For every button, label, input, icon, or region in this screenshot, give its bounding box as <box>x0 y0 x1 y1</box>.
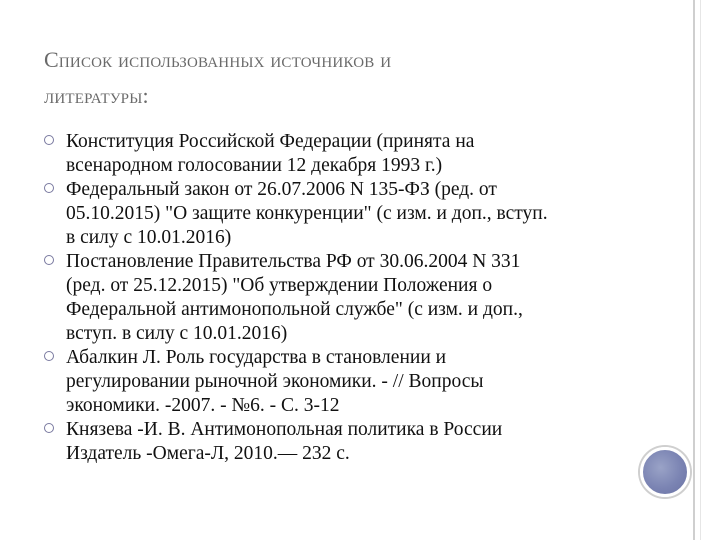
item-line: Конституция Российской Федерации (принята на <box>66 131 475 152</box>
item-line: экономики. -2007. - №6. - С. 3-12 <box>66 395 340 416</box>
decorative-edge-line <box>693 0 695 540</box>
decorative-edge-line-outer <box>700 0 701 540</box>
item-line: регулировании рыночной экономики. - // Вопросы <box>66 371 484 392</box>
list-item <box>44 346 644 418</box>
bullet-circle-icon <box>44 255 54 265</box>
item-line: Федеральной антимонопольной службе" (с изм. и доп., <box>66 299 523 320</box>
bullet-circle-icon <box>44 351 54 361</box>
item-line: в силу с 10.01.2016) <box>66 227 232 248</box>
item-line: Издатель -Омега-Л, 2010.— 232 с. <box>66 443 350 464</box>
list-item <box>44 178 644 250</box>
bullet-circle-icon <box>44 183 54 193</box>
item-line: (ред. от 25.12.2015) "Об утверждении Положения о <box>66 275 493 296</box>
item-line: вступ. в силу с 10.01.2016) <box>66 323 288 344</box>
references-list <box>44 130 644 466</box>
list-item <box>44 250 644 346</box>
item-line: Абалкин Л. Роль государства в становлении и <box>66 347 447 368</box>
bullet-circle-icon <box>44 135 54 145</box>
title-line-1: Список использованных источников и <box>44 47 392 72</box>
item-line: Князева -И. В. Антимонопольная политика в России <box>66 419 503 440</box>
item-line: всенародном голосовании 12 декабря 1993 г.) <box>66 155 443 176</box>
bullet-circle-icon <box>44 423 54 433</box>
list-item <box>44 130 644 178</box>
decorative-circle-icon <box>640 447 690 497</box>
item-line: Постановление Правительства РФ от 30.06.2004 N 331 <box>66 251 521 272</box>
list-item <box>44 418 644 466</box>
title-line-2: литературы: <box>44 83 149 108</box>
slide-title <box>44 42 644 114</box>
item-line: 05.10.2015) "О защите конкуренции" (с изм. и доп., вступ. <box>66 203 548 224</box>
item-line: Федеральный закон от 26.07.2006 N 135-ФЗ (ред. от <box>66 179 497 200</box>
